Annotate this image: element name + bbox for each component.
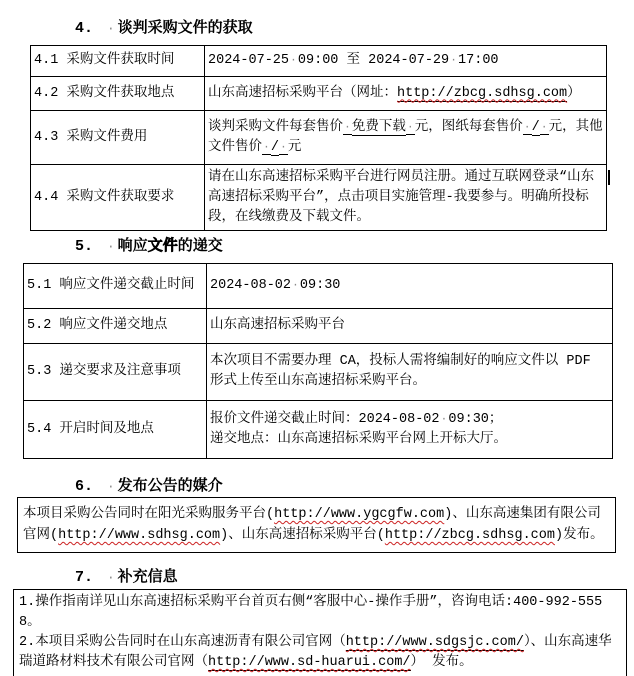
text-segment: 免费下载 xyxy=(351,119,406,135)
text-segment: 响应 xyxy=(117,238,148,255)
table-response-submission xyxy=(23,263,613,459)
text-segment: 17:00 xyxy=(458,53,499,68)
text-segment: 元，图纸每套售价 xyxy=(414,119,523,135)
text-segment: )发布。 xyxy=(554,528,604,543)
text-segment: / xyxy=(531,119,540,135)
space-mark: · xyxy=(523,120,531,134)
text-segment: 6. xyxy=(75,478,103,495)
announcement-media-box xyxy=(17,497,616,553)
text-segment: 09:30 xyxy=(448,411,489,427)
space-mark: · xyxy=(540,120,548,134)
row-label: 5.1 响应文件递交截止时间 xyxy=(24,264,207,309)
row-label: 5.3 递交要求及注意事项 xyxy=(24,344,207,401)
url-link[interactable]: http://zbcg.sdhsg.com xyxy=(397,85,568,101)
table-row xyxy=(31,46,607,77)
text-segment: 5. xyxy=(75,238,103,255)
text-segment: 谈判采购文件每套售价 xyxy=(208,119,343,135)
text-segment: )、山东高速招标采购平台( xyxy=(220,528,385,543)
row-value xyxy=(205,77,607,111)
text-segment: 2024-08-02 xyxy=(210,278,292,293)
text-segment: 09:30 xyxy=(299,278,341,293)
space-mark: · xyxy=(107,479,115,494)
text-segment: 的递交 xyxy=(177,238,223,255)
text-segment: 2.本项目采购公告同时在山东高速沥青有限公司官网（ xyxy=(19,635,346,650)
space-mark: · xyxy=(280,140,287,154)
url-link[interactable]: http://zbcg.sdhsg.com xyxy=(384,528,555,543)
text-segment: 4. xyxy=(75,20,103,37)
space-mark: · xyxy=(440,412,448,426)
text-segment: 本次项目不需要办理 CA，投标人需将编制好的响应文件以 PDF 形式上传至山东高速招标采购平台。 xyxy=(210,354,591,389)
text-segment: 文件 xyxy=(147,238,178,255)
url-link[interactable]: http://www.sdgsjc.com/ xyxy=(345,635,524,650)
text-segment: 山东高速招标采购平台 xyxy=(210,318,345,333)
space-mark: · xyxy=(450,54,458,67)
row-label: 4.4 采购文件获取要求 xyxy=(31,165,205,231)
row-value xyxy=(205,111,607,165)
row-value xyxy=(207,401,613,459)
table-row xyxy=(31,165,607,231)
text-segment: 2024-07-25 xyxy=(208,53,290,68)
supplementary-info-box xyxy=(13,589,627,676)
url-link[interactable]: http://www.sdhsg.com xyxy=(58,528,221,543)
text-segment: 补充信息 xyxy=(117,569,178,586)
section-heading-7 xyxy=(0,565,178,586)
space-mark: · xyxy=(292,279,299,292)
text-segment: 2024-08-02 xyxy=(358,411,440,427)
url-link[interactable]: http://www.sd-huarui.com/ xyxy=(208,655,411,670)
text-segment: 递交地点：山东高速招标采购平台网上开标大厅。 xyxy=(210,431,507,447)
text-segment: 元 xyxy=(287,139,302,155)
table-file-acquisition xyxy=(30,45,607,231)
space-mark: · xyxy=(107,570,115,585)
table-row xyxy=(31,111,607,165)
text-segment: 报价文件递交截止时间： xyxy=(210,411,359,427)
space-mark: · xyxy=(107,21,115,36)
text-segment: ）、山东高速华瑞道路材料技术有限公司官网（ xyxy=(19,635,612,670)
row-label: 4.2 采购文件获取地点 xyxy=(31,77,205,111)
text-segment: )、山东高速集团有限公司官网( xyxy=(23,507,601,543)
row-value xyxy=(207,309,613,344)
row-label: 4.3 采购文件费用 xyxy=(31,111,205,165)
section-heading-6 xyxy=(0,474,223,495)
table-row xyxy=(31,77,607,111)
table-row xyxy=(24,264,613,309)
space-mark: · xyxy=(263,140,270,154)
table-row xyxy=(24,401,613,459)
row-label: 4.1 采购文件获取时间 xyxy=(31,46,205,77)
text-segment: 本项目采购公告同时在阳光采购服务平台( xyxy=(23,507,275,522)
text-cursor xyxy=(608,170,610,185)
table-row xyxy=(24,344,613,401)
text-segment: 7. xyxy=(75,569,103,586)
space-mark: · xyxy=(406,120,414,134)
row-label: 5.2 响应文件递交地点 xyxy=(24,309,207,344)
text-segment: 元，其他文件售价 xyxy=(208,119,603,155)
space-mark: · xyxy=(344,120,351,134)
url-link[interactable]: http://www.ygcgfw.com xyxy=(274,507,445,522)
text-segment: 09:00 至 2024-07-29 xyxy=(297,53,450,68)
text-segment: 请在山东高速招标采购平台进行网员注册。通过互联网登录“山东高速招标采购平台”，点击项目实施管理-我要参与。明确所投标段，在线缴费及下载文件。 xyxy=(208,169,595,225)
row-value xyxy=(207,344,613,401)
space-mark: · xyxy=(107,239,115,254)
row-value xyxy=(205,46,607,77)
section-heading-4 xyxy=(0,16,253,37)
text-segment: 1.操作指南详见山东高速招标采购平台首页右侧“客服中心-操作手册”，咨询电话:400-992-5558。 xyxy=(19,595,603,630)
space-mark: · xyxy=(290,54,297,67)
text-segment: 谈判采购文件的获取 xyxy=(117,20,253,37)
row-value xyxy=(205,165,607,231)
text-segment: ； xyxy=(488,411,503,427)
text-segment: ） xyxy=(567,85,581,101)
text-segment: 发布公告的媒介 xyxy=(117,478,223,495)
text-segment: / xyxy=(270,139,279,155)
section-heading-5 xyxy=(0,234,223,255)
text-segment: 山东高速招标采购平台（网址： xyxy=(208,85,397,101)
row-label: 5.4 开启时间及地点 xyxy=(24,401,207,459)
table-row xyxy=(24,309,613,344)
row-value xyxy=(207,264,613,309)
text-segment: ） 发布。 xyxy=(410,655,473,670)
